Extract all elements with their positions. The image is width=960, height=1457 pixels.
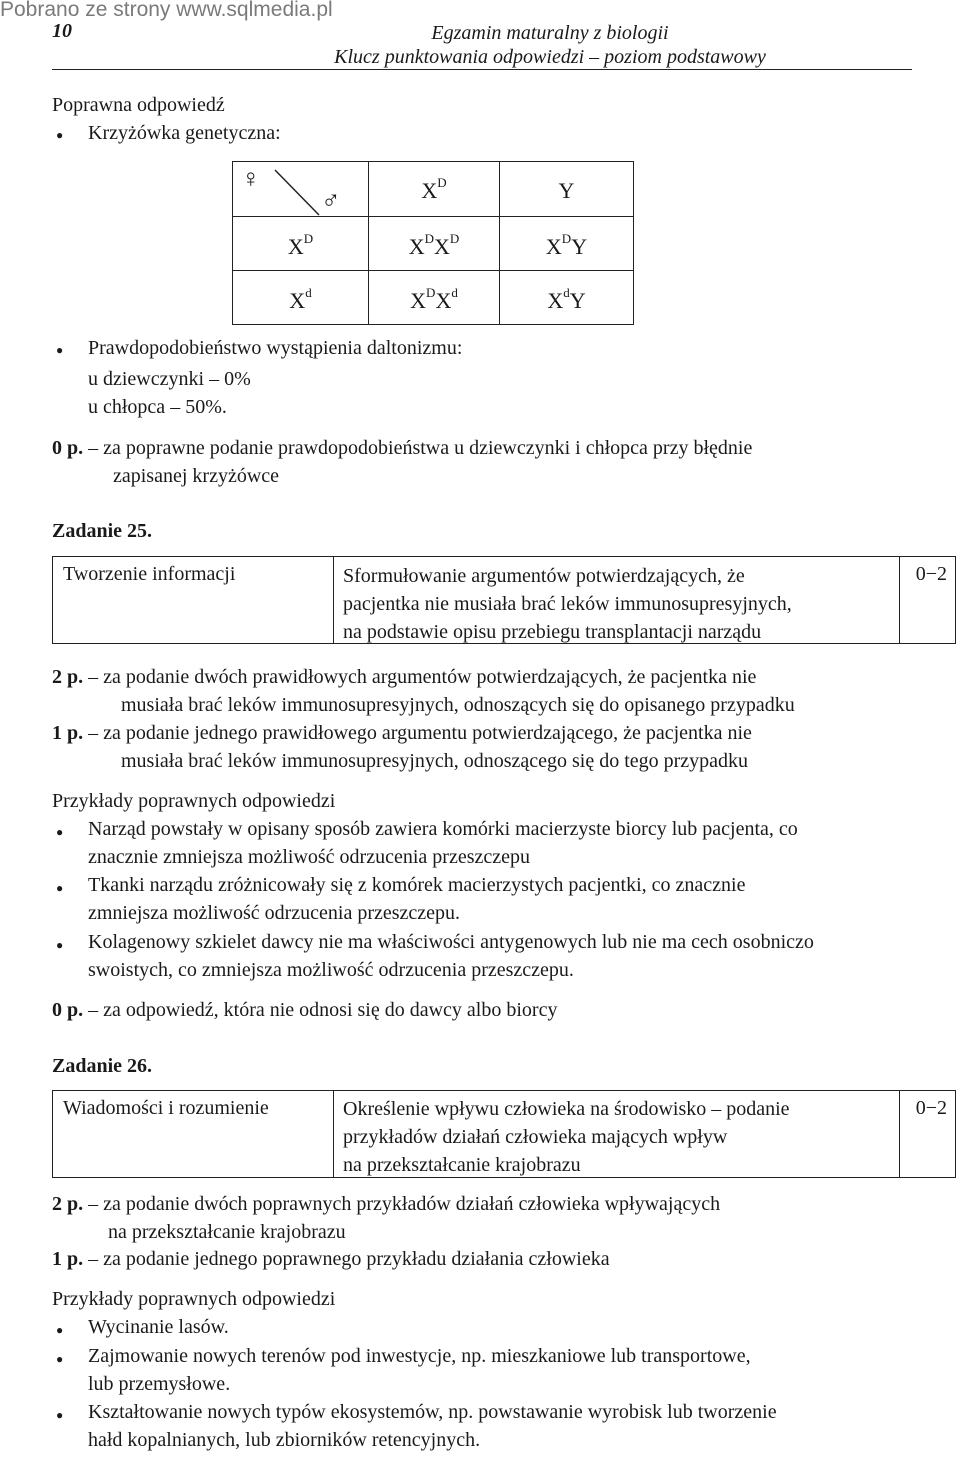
z24-zero-points-cont: zapisanej krzyżówce [113,465,280,487]
bullet-icon: ● [56,343,64,357]
task-25-example-3: Kolagenowy szkielet dawcy nie ma właściwości antygenowych lub nie ma cech osobniczo [88,931,814,953]
task-25-requirement: Sformułowanie argumentów potwierdzających, że pacjentka nie musiała brać leków immunosupresyjnych, na podstawie opisu przebiegu transplantacji narządu [343,565,792,643]
male-symbol: ♂ [321,186,341,215]
task-26-points-range: 0−2 [915,1097,947,1119]
header-title [240,21,860,69]
cross-label: Krzyżówka genetyczna: [88,122,281,144]
punnett-square [232,161,634,325]
cell-r1c1: $X^DX^D$ [408,230,460,259]
task-26-one-point: 1 p. – za podanie jednego poprawnego przykładu działania człowieka [52,1248,610,1270]
header-row2: $X^d$ [289,284,312,313]
task-25-title: Zadanie 25. [52,520,153,542]
bullet-icon: ● [56,825,64,839]
cell-r2c1: $X^DX^d$ [410,284,458,313]
task-25-category: Tworzenie informacji [63,563,236,585]
header-title-line2: Klucz punktowania odpowiedzi – poziom podstawowy [334,46,766,68]
task-26-two-points: 2 p. – za podanie dwóch poprawnych przykładów działań człowieka wpływających [52,1193,721,1215]
probability-boy: u chłopca – 50%. [88,396,227,418]
watermark-text: Pobrano ze strony www.sqlmedia.pl [0,0,333,21]
task-25-points-range: 0−2 [915,563,947,585]
task-25-example-2: Tkanki narządu zróżnicowały się z komórek macierzystych pacjentki, co znacznie [88,874,746,896]
probability-label: Prawdopodobieństwo wystąpienia daltonizmu: [88,337,463,359]
header-col2: Y [558,178,575,203]
probability-girl: u dziewczynki – 0% [88,368,251,390]
header-row1: $X^D$ [287,230,314,259]
task-25-two-points: 2 p. – za podanie dwóch prawidłowych argumentów potwierdzających, że pacjentka nie [52,666,757,688]
bullet-icon: ● [56,1323,64,1337]
bullet-icon: ● [56,1408,64,1422]
task-25-example-2-cont: zmniejsza możliwość odrzucenia przeszczepu. [88,902,461,924]
header-rule [52,69,912,70]
header-title-line1: Egzamin maturalny z biologii [431,22,669,44]
task-26-requirement: Określenie wpływu człowieka na środowisko – podanie przykładów działań człowieka mających wpływ na przekształcanie krajobrazu [343,1098,790,1176]
task-26-example-2-cont: lub przemysłowe. [88,1373,231,1395]
page-number: 10 [52,20,72,42]
task-26-table [52,1090,956,1178]
cell-r2c2: $X^dY$ [547,284,586,313]
task-26-title: Zadanie 26. [52,1055,153,1077]
task-26-example-2: Zajmowanie nowych terenów pod inwestycje, np. mieszkaniowe lub transportowe, [88,1345,751,1367]
task-26-examples-label: Przykłady poprawnych odpowiedzi [52,1288,336,1310]
task-26-two-points-cont: na przekształcanie krajobrazu [108,1221,346,1243]
task-25-example-1: Narząd powstały w opisany sposób zawiera komórki macierzyste biorcy lub pacjenta, co [88,818,798,840]
task-26-example-3-cont: hałd kopalnianych, lub zbiorników retencyjnych. [88,1429,481,1451]
correct-answer-label: Poprawna odpowiedź [52,94,225,116]
task-25-example-3-cont: swoistych, co zmniejsza możliwość odrzucenia przeszczepu. [88,959,574,981]
task-25-example-1-cont: znacznie zmniejsza możliwość odrzucenia przeszczepu [88,846,530,868]
task-25-examples-label: Przykłady poprawnych odpowiedzi [52,790,336,812]
task-26-example-1: Wycinanie lasów. [88,1316,229,1338]
cell-r1c2: $X^DY$ [545,230,588,259]
task-26-category: Wiadomości i rozumienie [63,1097,269,1119]
task-25-one-point: 1 p. – za podanie jednego prawidłowego argumentu potwierdzającego, że pacjentka nie [52,722,752,744]
task-25-two-points-cont: musiała brać leków immunosupresyjnych, odnoszących się do opisanego przypadku [121,694,795,716]
bullet-icon: ● [56,1352,64,1366]
bullet-icon: ● [56,938,64,952]
task-25-one-point-cont: musiała brać leków immunosupresyjnych, odnoszącego się do tego przypadku [121,750,749,772]
female-symbol: ♀ [241,164,261,193]
task-25-zero-points: 0 p. – za odpowiedź, która nie odnosi się do dawcy albo biorcy [52,999,558,1021]
header-col1: $X^D$ [421,174,447,203]
task-26-example-3: Kształtowanie nowych typów ekosystemów, np. powstawanie wyrobisk lub tworzenie [88,1401,777,1423]
bullet-icon: ● [56,881,64,895]
z24-zero-points: 0 p. – za poprawne podanie prawdopodobieństwa u dziewczynki i chłopca przy błędnie [52,437,753,459]
task-25-table [52,556,956,644]
bullet-icon: ● [56,128,64,142]
